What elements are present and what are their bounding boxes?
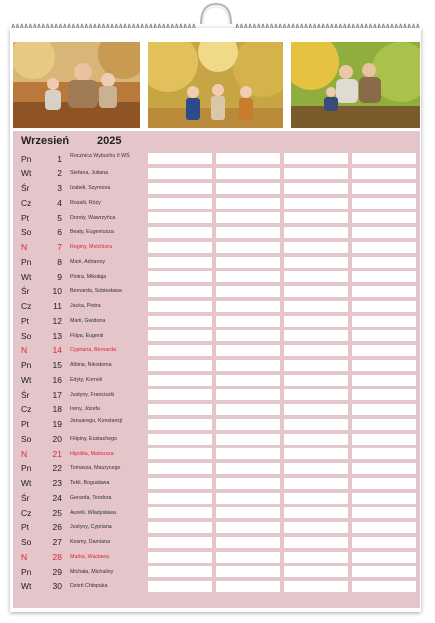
name-day-text: Jacka, Piotra <box>70 303 101 309</box>
note-cell-1[interactable] <box>148 507 212 518</box>
note-cell-3[interactable] <box>284 271 348 282</box>
note-cell-2[interactable] <box>216 507 280 518</box>
note-cell-3[interactable] <box>284 301 348 312</box>
note-cell-1[interactable] <box>148 419 212 430</box>
weekday-label: Pn <box>21 463 32 474</box>
note-cell-2[interactable] <box>216 271 280 282</box>
note-cell-4[interactable] <box>352 463 416 474</box>
note-cell-4[interactable] <box>352 183 416 194</box>
day-row <box>0 565 435 580</box>
note-cell-2[interactable] <box>216 227 280 238</box>
note-cell-2[interactable] <box>216 448 280 459</box>
day-number: 26 <box>52 522 62 533</box>
day-row <box>0 196 435 211</box>
note-cell-3[interactable] <box>284 316 348 327</box>
note-cell-2[interactable] <box>216 375 280 386</box>
weekday-label: Wt <box>21 374 32 385</box>
note-cell-1[interactable] <box>148 227 212 238</box>
weekday-label: So <box>21 433 32 444</box>
weekday-label: Cz <box>21 197 32 208</box>
day-number: 6 <box>57 227 62 238</box>
note-cell-2[interactable] <box>216 552 280 563</box>
weekday-label: Cz <box>21 404 32 415</box>
weekday-label: So <box>21 330 32 341</box>
day-number: 21 <box>52 448 62 459</box>
weekday-label: N <box>21 551 28 562</box>
name-day-text: Beaty, Eugeniusza <box>70 229 114 236</box>
note-cell-1[interactable] <box>148 404 212 415</box>
note-cell-3[interactable] <box>284 198 348 209</box>
day-number: 13 <box>52 330 62 341</box>
note-cell-2[interactable] <box>216 537 280 548</box>
note-cell-1[interactable] <box>148 198 212 209</box>
note-cell-3[interactable] <box>284 212 348 223</box>
note-cell-2[interactable] <box>216 581 280 592</box>
note-cell-2[interactable] <box>216 316 280 327</box>
note-cell-1[interactable] <box>148 316 212 327</box>
note-cell-2[interactable] <box>216 242 280 253</box>
day-number: 12 <box>52 315 62 326</box>
note-cell-4[interactable] <box>352 316 416 327</box>
day-number: 24 <box>52 492 62 503</box>
weekday-label: Wt <box>21 581 32 592</box>
note-cell-2[interactable] <box>216 566 280 577</box>
note-cell-2[interactable] <box>216 493 280 504</box>
weekday-label: Pn <box>21 566 32 577</box>
note-cell-3[interactable] <box>284 581 348 592</box>
day-number: 30 <box>52 581 62 592</box>
name-day-text: Ireny, Józefa <box>70 406 100 413</box>
weekday-label: N <box>21 242 28 252</box>
name-day-text: Stefana, Juliana <box>70 170 108 177</box>
note-cell-4[interactable] <box>352 168 416 179</box>
day-number: 2 <box>57 168 62 179</box>
day-row <box>0 520 435 535</box>
name-day-text: Edyty, Korneli <box>70 376 103 383</box>
note-cell-1[interactable] <box>148 522 212 533</box>
name-day-text: Reginy, Melchiora <box>70 244 112 250</box>
note-cell-1[interactable] <box>148 434 212 445</box>
note-cell-3[interactable] <box>284 257 348 268</box>
day-row <box>0 447 435 462</box>
note-cell-1[interactable] <box>148 493 212 504</box>
hanger-hook <box>199 2 233 26</box>
weekday-label: Pt <box>21 212 30 223</box>
day-row <box>0 284 435 299</box>
note-cell-1[interactable] <box>148 552 212 563</box>
note-cell-4[interactable] <box>352 507 416 518</box>
weekday-label: Pt <box>21 522 30 533</box>
note-cell-3[interactable] <box>284 153 348 164</box>
weekday-label: Cz <box>21 507 32 518</box>
name-day-text: Cypriana, Bernarda <box>70 347 116 354</box>
note-cell-4[interactable] <box>352 360 416 371</box>
note-cell-1[interactable] <box>148 345 212 356</box>
note-cell-1[interactable] <box>148 581 212 592</box>
weekday-label: N <box>21 345 28 356</box>
day-number: 4 <box>57 197 62 208</box>
note-cell-1[interactable] <box>148 360 212 371</box>
note-cell-3[interactable] <box>284 168 348 179</box>
note-cell-4[interactable] <box>352 419 416 430</box>
day-row <box>0 299 435 314</box>
day-number: 29 <box>52 566 62 577</box>
note-cell-1[interactable] <box>148 448 212 459</box>
note-cell-3[interactable] <box>284 286 348 297</box>
note-cell-2[interactable] <box>216 198 280 209</box>
day-number: 5 <box>57 212 62 223</box>
note-cell-4[interactable] <box>352 522 416 533</box>
weekday-label: Śr <box>21 492 30 503</box>
day-row <box>0 402 435 417</box>
day-number: 3 <box>57 183 62 193</box>
weekday-label: Pn <box>21 256 32 267</box>
note-cell-1[interactable] <box>148 478 212 489</box>
note-cell-1[interactable] <box>148 212 212 223</box>
day-row <box>0 329 435 344</box>
note-cell-4[interactable] <box>352 271 416 282</box>
note-cell-4[interactable] <box>352 404 416 415</box>
note-cell-3[interactable] <box>284 183 348 194</box>
day-row <box>0 152 435 167</box>
note-cell-1[interactable] <box>148 463 212 474</box>
day-row <box>0 255 435 270</box>
note-cell-3[interactable] <box>284 522 348 533</box>
photo-family-autumn <box>13 42 140 128</box>
note-cell-2[interactable] <box>216 389 280 400</box>
day-row <box>0 432 435 447</box>
note-cell-4[interactable] <box>352 153 416 164</box>
weekday-label: Śr <box>21 183 30 193</box>
note-cell-1[interactable] <box>148 257 212 268</box>
name-day-text: Piotra, Mikołaja <box>70 273 107 280</box>
note-cell-1[interactable] <box>148 330 212 341</box>
note-cell-4[interactable] <box>352 448 416 459</box>
note-cell-4[interactable] <box>352 330 416 341</box>
note-cell-3[interactable] <box>284 463 348 474</box>
weekday-label: Wt <box>21 271 32 282</box>
month-title: Wrzesień <box>21 135 70 147</box>
note-cell-4[interactable] <box>352 212 416 223</box>
day-number: 16 <box>52 374 62 385</box>
weekday-label: So <box>21 537 32 547</box>
note-cell-1[interactable] <box>148 168 212 179</box>
note-cell-2[interactable] <box>216 183 280 194</box>
day-number: 20 <box>52 433 62 444</box>
note-cell-4[interactable] <box>352 301 416 312</box>
name-day-text: Januarego, Konstancji <box>70 418 123 424</box>
note-cell-2[interactable] <box>216 345 280 356</box>
note-cell-3[interactable] <box>284 227 348 238</box>
name-day-text: Hipolita, Mateusza <box>70 450 114 457</box>
day-number: 14 <box>52 345 62 356</box>
day-row <box>0 579 435 594</box>
weekday-label: Wt <box>21 168 32 179</box>
day-number: 23 <box>52 478 62 488</box>
day-row <box>0 211 435 226</box>
day-number: 17 <box>52 389 62 400</box>
note-cell-1[interactable] <box>148 301 212 312</box>
weekday-label: Pt <box>21 419 30 429</box>
name-day-text: Michała, Michaliny <box>70 568 114 575</box>
note-cell-3[interactable] <box>284 493 348 504</box>
day-number: 15 <box>52 360 62 370</box>
note-cell-3[interactable] <box>284 345 348 356</box>
day-row <box>0 314 435 329</box>
year-title: 2025 <box>97 135 122 147</box>
note-cell-4[interactable] <box>352 566 416 577</box>
note-cell-1[interactable] <box>148 375 212 386</box>
note-cell-2[interactable] <box>216 463 280 474</box>
name-day-text: Marii, Adrianny <box>70 258 106 265</box>
name-day-text: Marii, Gwidona <box>70 317 106 324</box>
note-cell-2[interactable] <box>216 434 280 445</box>
day-row <box>0 491 435 506</box>
note-cell-4[interactable] <box>352 478 416 489</box>
note-cell-4[interactable] <box>352 581 416 592</box>
note-cell-1[interactable] <box>148 286 212 297</box>
name-day-text: Marka, Wacława <box>70 553 109 560</box>
note-cell-2[interactable] <box>216 522 280 533</box>
day-number: 11 <box>53 301 62 311</box>
note-cell-1[interactable] <box>148 271 212 282</box>
weekday-label: Pt <box>21 315 30 326</box>
note-cell-3[interactable] <box>284 552 348 563</box>
name-day-text: Tomasza, Maurycego <box>70 465 121 472</box>
note-cell-3[interactable] <box>284 404 348 415</box>
day-row <box>0 535 435 550</box>
note-cell-3[interactable] <box>284 537 348 548</box>
photo-children-leaves <box>148 42 283 128</box>
weekday-label: Pn <box>21 153 32 164</box>
note-cell-4[interactable] <box>352 227 416 238</box>
day-row <box>0 373 435 388</box>
note-cell-4[interactable] <box>352 257 416 268</box>
note-cell-2[interactable] <box>216 257 280 268</box>
note-cell-1[interactable] <box>148 242 212 253</box>
day-row <box>0 506 435 521</box>
note-cell-3[interactable] <box>284 419 348 430</box>
day-number: 25 <box>52 507 62 518</box>
note-cell-2[interactable] <box>216 360 280 371</box>
note-cell-4[interactable] <box>352 389 416 400</box>
name-day-text: Rozalii, Róży <box>70 199 101 206</box>
weekday-label: So <box>21 227 32 238</box>
note-cell-4[interactable] <box>352 434 416 445</box>
name-day-text: Bernarda, Sobiesława <box>70 288 122 295</box>
note-cell-3[interactable] <box>284 375 348 386</box>
day-number: 1 <box>57 153 62 164</box>
name-day-text: Justyny, Cypriana <box>70 524 112 531</box>
note-cell-3[interactable] <box>284 434 348 445</box>
day-row <box>0 461 435 476</box>
name-day-text: Izabeli, Szymona <box>70 185 111 191</box>
note-cell-2[interactable] <box>216 153 280 164</box>
name-day-text: Filipiny, Eustachego <box>70 435 118 442</box>
note-cell-3[interactable] <box>284 389 348 400</box>
note-cell-2[interactable] <box>216 419 280 430</box>
weekday-label: Śr <box>21 389 30 400</box>
name-day-text: Doroty, Wawrzyńca <box>70 214 116 221</box>
note-cell-2[interactable] <box>216 330 280 341</box>
day-number: 19 <box>52 419 62 429</box>
name-day-text: Albina, Nikodema <box>70 362 112 368</box>
name-day-text: Gerarda, Teodora <box>70 494 112 501</box>
day-row <box>0 476 435 491</box>
note-cell-2[interactable] <box>216 301 280 312</box>
note-cell-3[interactable] <box>284 242 348 253</box>
name-day-text: Aurelii, Władysława <box>70 509 116 516</box>
note-cell-4[interactable] <box>352 242 416 253</box>
day-row <box>0 240 435 255</box>
note-cell-3[interactable] <box>284 566 348 577</box>
weekday-label: N <box>21 448 28 459</box>
day-row <box>0 225 435 240</box>
name-day-text: Rocznica Wybuchu II WŚ <box>70 152 130 159</box>
note-cell-4[interactable] <box>352 552 416 563</box>
name-day-text: Kosmy, Damiana <box>70 539 110 545</box>
note-cell-1[interactable] <box>148 389 212 400</box>
name-day-text: Filipa, Eugenii <box>70 332 104 339</box>
note-cell-1[interactable] <box>148 183 212 194</box>
note-cell-3[interactable] <box>284 330 348 341</box>
note-cell-3[interactable] <box>284 478 348 489</box>
note-cell-1[interactable] <box>148 153 212 164</box>
name-day-text: Dzień Chłopaka <box>70 583 108 590</box>
note-cell-2[interactable] <box>216 286 280 297</box>
day-row <box>0 181 435 196</box>
note-cell-2[interactable] <box>216 478 280 489</box>
note-cell-4[interactable] <box>352 493 416 504</box>
weekday-label: Śr <box>21 286 30 297</box>
note-cell-4[interactable] <box>352 198 416 209</box>
note-cell-4[interactable] <box>352 537 416 548</box>
day-number: 7 <box>57 242 62 252</box>
day-row <box>0 388 435 403</box>
day-number: 9 <box>57 271 62 282</box>
name-day-text: Justyny, Franciszki <box>70 391 115 398</box>
note-cell-4[interactable] <box>352 286 416 297</box>
day-number: 28 <box>52 551 62 562</box>
day-row <box>0 417 435 432</box>
note-cell-1[interactable] <box>148 537 212 548</box>
note-cell-3[interactable] <box>284 448 348 459</box>
day-row <box>0 550 435 565</box>
weekday-label: Pn <box>21 360 32 370</box>
day-number: 8 <box>57 256 62 267</box>
day-row <box>0 166 435 181</box>
day-number: 27 <box>52 537 62 547</box>
note-cell-4[interactable] <box>352 375 416 386</box>
day-number: 18 <box>52 404 62 415</box>
photo-family-park <box>291 42 420 128</box>
day-row <box>0 343 435 358</box>
weekday-label: Cz <box>21 301 32 311</box>
note-cell-4[interactable] <box>352 345 416 356</box>
day-number: 22 <box>52 463 62 474</box>
day-number: 10 <box>52 286 62 297</box>
day-row <box>0 270 435 285</box>
note-cell-1[interactable] <box>148 566 212 577</box>
note-cell-2[interactable] <box>216 212 280 223</box>
name-day-text: Tekli, Bogusława <box>70 480 110 486</box>
note-cell-3[interactable] <box>284 507 348 518</box>
weekday-label: Wt <box>21 478 32 488</box>
day-row <box>0 358 435 373</box>
note-cell-3[interactable] <box>284 360 348 371</box>
note-cell-2[interactable] <box>216 168 280 179</box>
note-cell-2[interactable] <box>216 404 280 415</box>
